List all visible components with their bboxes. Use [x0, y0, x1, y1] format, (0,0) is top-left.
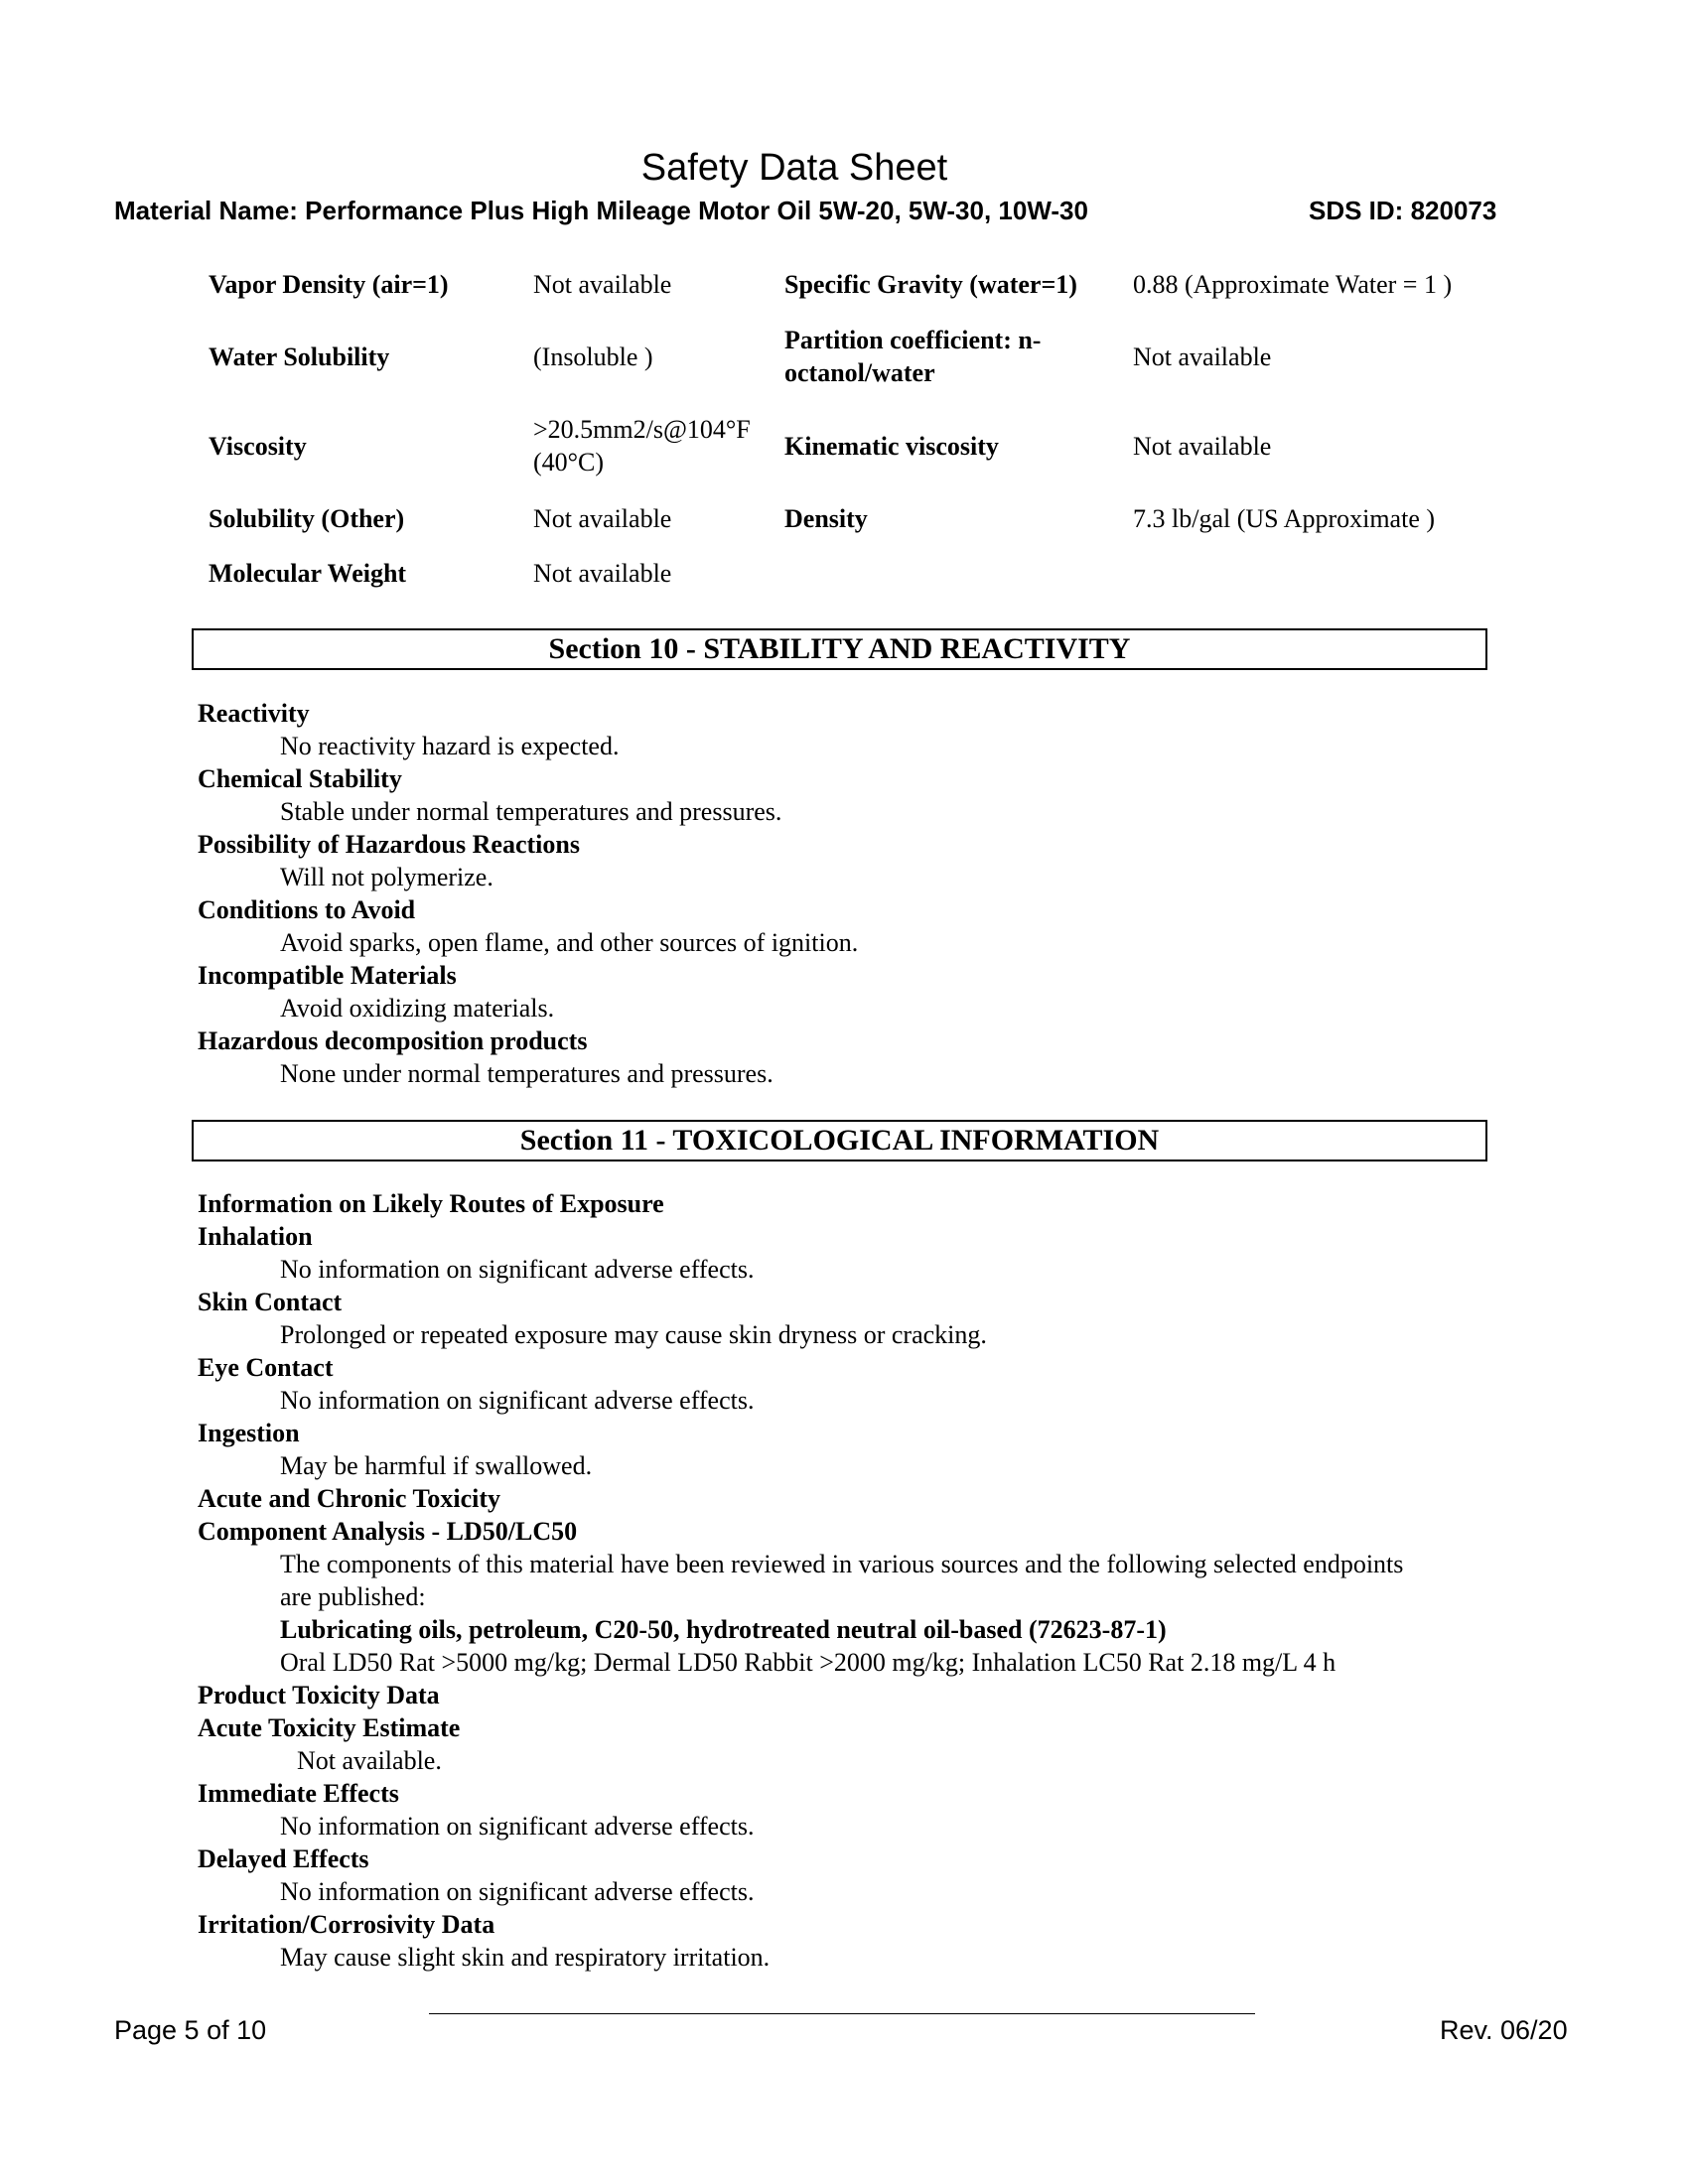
conditions-to-avoid-heading: Conditions to Avoid: [198, 895, 416, 924]
decomposition-products-heading: Hazardous decomposition products: [198, 1026, 588, 1055]
section-11-header: Section 11 - TOXICOLOGICAL INFORMATION: [192, 1120, 1487, 1161]
molecular-weight-label: Molecular Weight: [209, 559, 407, 588]
viscosity-value-line1: >20.5mm2/s@104°F: [533, 415, 751, 444]
kinematic-viscosity-value: Not available: [1133, 432, 1272, 461]
component-analysis-text-line1: The components of this material have been reviewed in various sources and the following selected endpoints: [280, 1550, 1404, 1578]
routes-of-exposure-heading: Information on Likely Routes of Exposure: [198, 1189, 664, 1218]
viscosity-value: [533, 413, 751, 478]
delayed-effects-text: No information on significant adverse effects.: [280, 1877, 755, 1906]
skin-contact-heading: Skin Contact: [198, 1288, 343, 1316]
component-analysis-heading: Component Analysis - LD50/LC50: [198, 1517, 578, 1546]
water-solubility-label: Water Solubility: [209, 342, 390, 371]
footer-divider: [429, 2013, 1255, 2014]
chemical-stability-text: Stable under normal temperatures and pressures.: [280, 797, 782, 826]
inhalation-text: No information on significant adverse effects.: [280, 1255, 755, 1284]
section-10-content: [198, 697, 858, 1090]
revision-date: Rev. 06/20: [1440, 2015, 1568, 2045]
skin-contact-text: Prolonged or repeated exposure may cause skin dryness or cracking.: [280, 1320, 987, 1349]
immediate-effects-heading: Immediate Effects: [198, 1779, 399, 1808]
density-label: Density: [784, 504, 868, 533]
specific-gravity-value: 0.88 (Approximate Water = 1 ): [1133, 270, 1453, 299]
inhalation-heading: Inhalation: [198, 1222, 313, 1251]
reactivity-heading: Reactivity: [198, 699, 310, 728]
solubility-other-label: Solubility (Other): [209, 504, 405, 533]
vapor-density-value: Not available: [533, 270, 672, 299]
incompatible-materials-text: Avoid oxidizing materials.: [280, 994, 555, 1023]
hazardous-reactions-text: Will not polymerize.: [280, 863, 493, 891]
eye-contact-text: No information on significant adverse effects.: [280, 1386, 755, 1415]
eye-contact-heading: Eye Contact: [198, 1353, 334, 1382]
material-name: Material Name: Performance Plus High Mileage Motor Oil 5W-20, 5W-30, 10W-30: [114, 196, 1088, 225]
section-10-header: Section 10 - STABILITY AND REACTIVITY: [192, 628, 1487, 670]
ingestion-text: May be harmful if swallowed.: [280, 1451, 593, 1480]
reactivity-text: No reactivity hazard is expected.: [280, 732, 620, 760]
ingestion-heading: Ingestion: [198, 1419, 300, 1447]
density-value: 7.3 lb/gal (US Approximate ): [1133, 504, 1436, 533]
partition-label-line2: octanol/water: [784, 358, 935, 387]
delayed-effects-heading: Delayed Effects: [198, 1844, 369, 1873]
conditions-to-avoid-text: Avoid sparks, open flame, and other sources of ignition.: [280, 928, 859, 957]
kinematic-viscosity-label: Kinematic viscosity: [784, 432, 999, 461]
molecular-weight-value: Not available: [533, 559, 672, 588]
viscosity-value-line2: (40°C): [533, 448, 605, 477]
acute-toxicity-estimate-heading: Acute Toxicity Estimate: [198, 1713, 461, 1742]
incompatible-materials-heading: Incompatible Materials: [198, 961, 457, 990]
solubility-other-value: Not available: [533, 504, 672, 533]
viscosity-label: Viscosity: [209, 432, 307, 461]
specific-gravity-label: Specific Gravity (water=1): [784, 270, 1077, 299]
decomposition-products-text: None under normal temperatures and pressures.: [280, 1059, 774, 1088]
section-11-content: [198, 1187, 1403, 1974]
immediate-effects-text: No information on significant adverse effects.: [280, 1812, 755, 1841]
acute-chronic-toxicity-heading: Acute and Chronic Toxicity: [198, 1484, 501, 1513]
irritation-corrosivity-text: May cause slight skin and respiratory irritation.: [280, 1943, 771, 1972]
partition-coefficient-label: [784, 324, 1041, 389]
lubricating-oils-heading: Lubricating oils, petroleum, C20-50, hydrotreated neutral oil-based (72623-87-1): [280, 1615, 1167, 1644]
lubricating-oils-text: Oral LD50 Rat >5000 mg/kg; Dermal LD50 Rabbit >2000 mg/kg; Inhalation LC50 Rat 2.18 mg/L 4 h: [280, 1648, 1336, 1677]
document-title: Safety Data Sheet: [640, 147, 948, 189]
acute-toxicity-estimate-text: Not available.: [297, 1746, 442, 1775]
page-number: Page 5 of 10: [114, 2015, 267, 2045]
partition-coefficient-value: Not available: [1133, 342, 1272, 371]
component-analysis-text-line2: are published:: [280, 1582, 426, 1611]
water-solubility-value: (Insoluble ): [533, 342, 653, 371]
sds-id: SDS ID: 820073: [1309, 196, 1497, 225]
chemical-stability-heading: Chemical Stability: [198, 764, 402, 793]
hazardous-reactions-heading: Possibility of Hazardous Reactions: [198, 830, 580, 859]
partition-label-line1: Partition coefficient: n-: [784, 326, 1042, 354]
irritation-corrosivity-heading: Irritation/Corrosivity Data: [198, 1910, 495, 1939]
vapor-density-label: Vapor Density (air=1): [209, 270, 449, 299]
product-toxicity-heading: Product Toxicity Data: [198, 1681, 440, 1709]
